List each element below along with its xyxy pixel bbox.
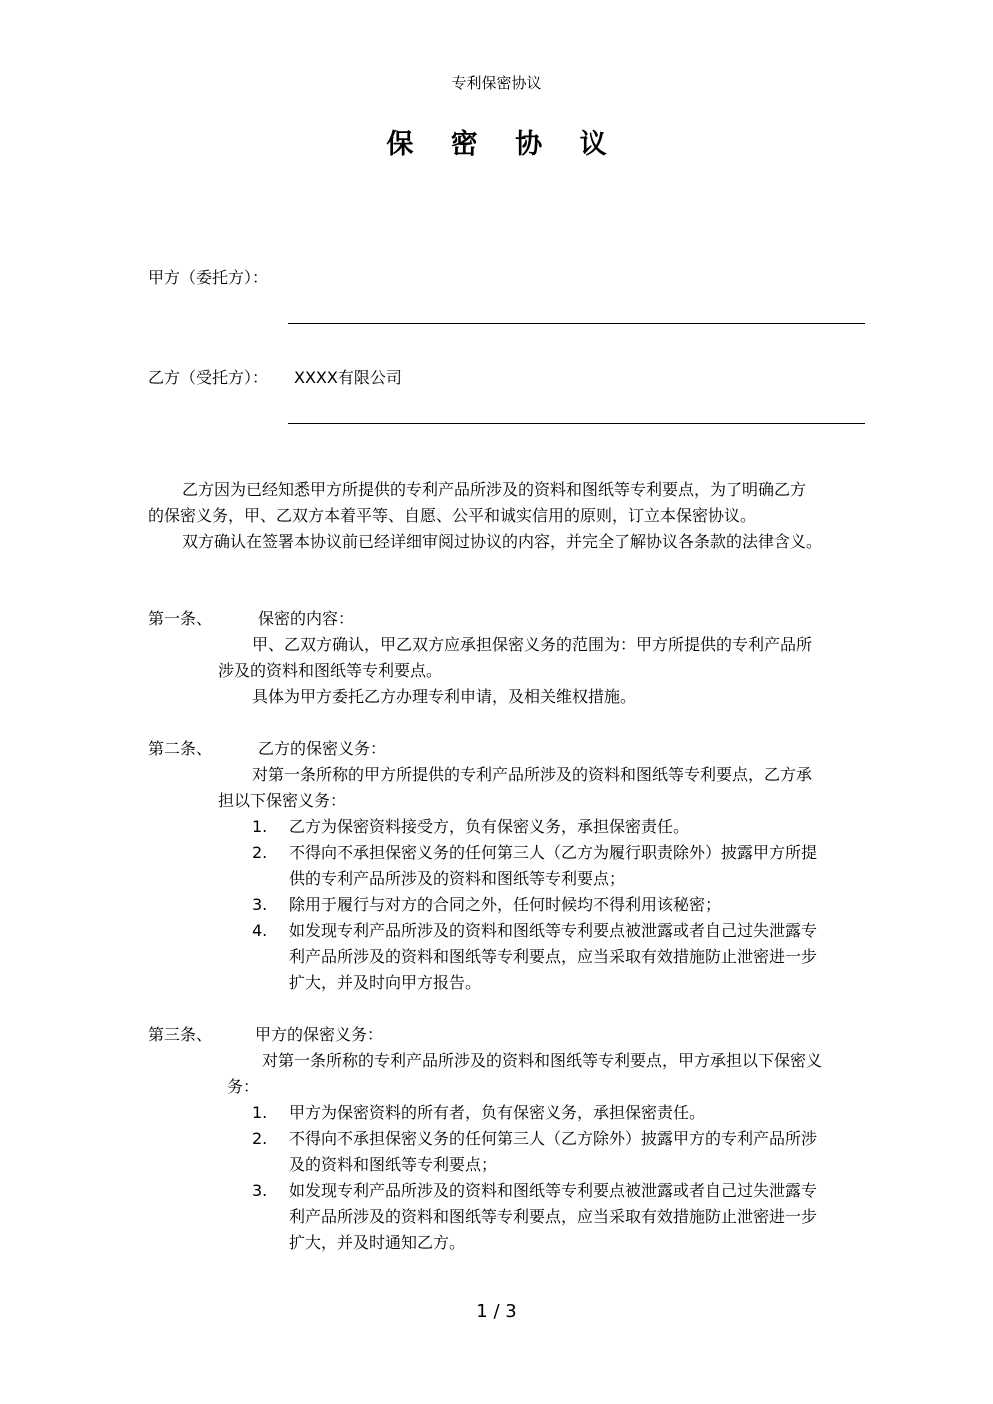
article-3-item-text: 利产品所涉及的资料和图纸等专利要点，应当采取有效措施防止泄密进一步	[289, 1207, 818, 1226]
article-3-item-text: 不得向不承担保密义务的任何第三人（乙方除外）披露甲方的专利产品所涉	[289, 1129, 818, 1148]
article-1-text: 甲、乙双方确认，甲乙双方应承担保密义务的范围为：甲方所提供的专利产品所	[252, 635, 813, 654]
article-2-item-text: 如发现专利产品所涉及的资料和图纸等专利要点被泄露或者自己过失泄露专	[289, 921, 818, 940]
article-3-item-text: 如发现专利产品所涉及的资料和图纸等专利要点被泄露或者自己过失泄露专	[289, 1181, 818, 1200]
article-2-item-text: 除用于履行与对方的合同之外，任何时候均不得利用该秘密；	[289, 895, 722, 914]
article-3-item-text: 及的资料和图纸等专利要点；	[289, 1155, 498, 1174]
article-1-text: 涉及的资料和图纸等专利要点。	[218, 661, 443, 680]
article-2-item-text: 利产品所涉及的资料和图纸等专利要点，应当采取有效措施防止泄密进一步	[289, 947, 818, 966]
document-title: 保 密 协 议	[386, 129, 621, 160]
article-1-heading: 保密的内容：	[258, 609, 355, 628]
page-header: 专利保密协议	[451, 74, 542, 92]
article-3-item-text: 甲方为保密资料的所有者，负有保密义务，承担保密责任。	[289, 1103, 706, 1122]
article-3-heading: 甲方的保密义务：	[255, 1025, 384, 1044]
article-3-number: 第三条、	[148, 1025, 213, 1044]
article-3-text: 务：	[227, 1077, 260, 1096]
article-3-item-text: 扩大，并及时通知乙方。	[289, 1233, 466, 1252]
intro-paragraph-1-line-1: 乙方因为已经知悉甲方所提供的专利产品所涉及的资料和图纸等专利要点，为了明确乙方	[182, 480, 807, 499]
article-2-item-text: 供的专利产品所涉及的资料和图纸等专利要点；	[289, 869, 626, 888]
party-b-signature-line	[288, 423, 865, 424]
party-a-signature-line	[288, 323, 865, 324]
party-b-label: 乙方（受托方）：	[148, 368, 269, 387]
party-a-label: 甲方（委托方）：	[148, 268, 269, 287]
article-3-item-number: 1.	[252, 1103, 268, 1122]
article-2-item-number: 3.	[252, 895, 268, 914]
page-number: 1 / 3	[476, 1301, 517, 1322]
article-2-item-number: 2.	[252, 843, 268, 862]
article-1-text: 具体为甲方委托乙方办理专利申请，及相关维权措施。	[252, 687, 637, 706]
intro-paragraph-1-line-2: 的保密义务，甲、乙双方本着平等、自愿、公平和诚实信用的原则，订立本保密协议。	[148, 506, 757, 525]
article-2-item-number: 4.	[252, 921, 268, 940]
article-2-text: 担以下保密义务：	[218, 791, 347, 810]
article-1-number: 第一条、	[148, 609, 213, 628]
article-3-text: 对第一条所称的专利产品所涉及的资料和图纸等专利要点，甲方承担以下保密义	[262, 1051, 823, 1070]
article-2-text: 对第一条所称的甲方所提供的专利产品所涉及的资料和图纸等专利要点，乙方承	[252, 765, 813, 784]
intro-paragraph-2: 双方确认在签署本协议前已经详细审阅过协议的内容，并完全了解协议各条款的法律含义。	[182, 532, 823, 551]
article-2-item-text: 不得向不承担保密义务的任何第三人（乙方为履行职责除外）披露甲方所提	[289, 843, 818, 862]
article-2-item-text: 扩大，并及时向甲方报告。	[289, 973, 482, 992]
article-2-item-number: 1.	[252, 817, 268, 836]
article-3-item-number: 3.	[252, 1181, 268, 1200]
article-2-item-text: 乙方为保密资料接受方，负有保密义务，承担保密责任。	[289, 817, 690, 836]
article-2-heading: 乙方的保密义务：	[258, 739, 387, 758]
article-3-item-number: 2.	[252, 1129, 268, 1148]
article-2-number: 第二条、	[148, 739, 213, 758]
party-b-value: XXXX有限公司	[294, 368, 402, 387]
